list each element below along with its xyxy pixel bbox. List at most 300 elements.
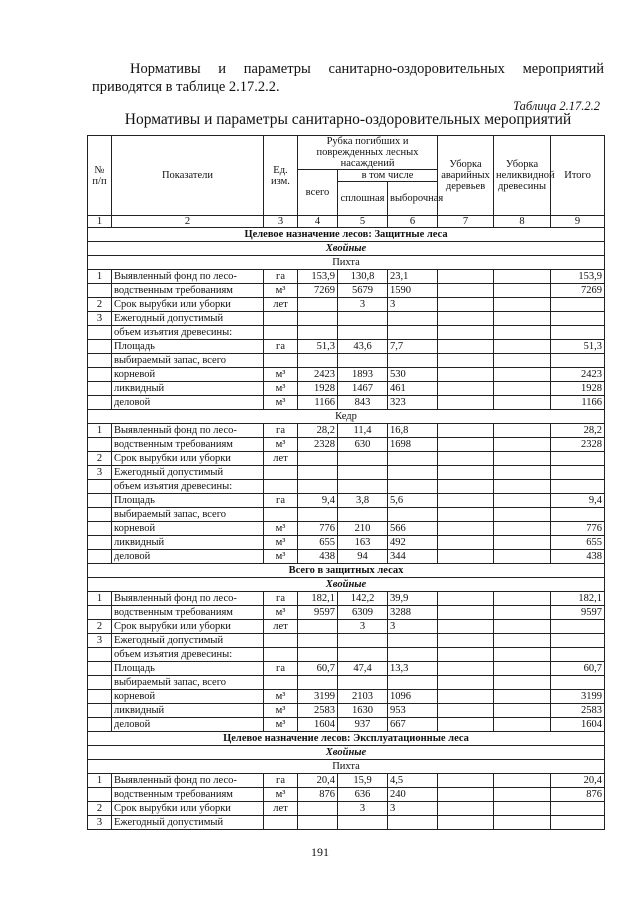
row-cleanup-illiquid [494,396,551,410]
row-cleanup-emergency [438,536,494,550]
row-solid: 3,8 [338,494,388,508]
table-row [88,480,605,494]
row-unit: га [264,424,298,438]
row-cleanup-illiquid [494,312,551,326]
row-indicator: Выявленный фонд по лесо- [112,592,264,606]
column-number: 7 [438,216,494,228]
row-solid [338,466,388,480]
norms-table [87,135,605,830]
section-row [88,228,605,242]
row-number [88,326,112,340]
row-unit: лет [264,802,298,816]
row-cleanup-illiquid [494,340,551,354]
row-indicator: водственным требованиям [112,284,264,298]
row-number [88,704,112,718]
row-unit: лет [264,298,298,312]
row-solid: 1630 [338,704,388,718]
row-selective: 240 [388,788,438,802]
row-total-felling [298,648,338,662]
row-cleanup-emergency [438,606,494,620]
column-number: 1 [88,216,112,228]
row-selective [388,508,438,522]
table-row [88,312,605,326]
row-unit [264,480,298,494]
row-total-felling [298,802,338,816]
row-selective: 3 [388,298,438,312]
row-cleanup-emergency [438,690,494,704]
row-total [551,648,605,662]
header-indicators: Показатели [112,136,264,216]
header-total: Итого [551,136,605,216]
row-total: 182,1 [551,592,605,606]
row-unit: га [264,494,298,508]
species-row [88,256,605,270]
header-incl: в том числе [338,170,438,182]
row-total [551,816,605,830]
row-solid: 3 [338,802,388,816]
row-solid: 1467 [338,382,388,396]
row-total: 655 [551,536,605,550]
subsection-row [88,746,605,760]
row-unit: м³ [264,690,298,704]
row-indicator: объем изъятия древесины: [112,648,264,662]
table-row [88,494,605,508]
subsection-row [88,578,605,592]
row-total-felling: 20,4 [298,774,338,788]
row-indicator: выбираемый запас, всего [112,676,264,690]
row-total-felling [298,634,338,648]
row-selective: 667 [388,718,438,732]
row-unit: м³ [264,550,298,564]
row-indicator: деловой [112,550,264,564]
row-total-felling: 28,2 [298,424,338,438]
row-cleanup-illiquid [494,704,551,718]
header-cleanup-emergency: Уборка аварийных деревьев [438,136,494,216]
row-cleanup-illiquid [494,368,551,382]
row-total-felling: 655 [298,536,338,550]
row-solid: 15,9 [338,774,388,788]
row-solid [338,648,388,662]
row-solid: 130,8 [338,270,388,284]
row-number: 3 [88,312,112,326]
row-total-felling [298,354,338,368]
row-cleanup-emergency [438,396,494,410]
row-total [551,676,605,690]
column-number: 2 [112,216,264,228]
table-title: Нормативы и параметры санитарно-оздоровительных мероприятий [124,111,572,128]
row-total [551,452,605,466]
row-total [551,326,605,340]
row-total: 7269 [551,284,605,298]
row-total-felling: 2423 [298,368,338,382]
row-total: 51,3 [551,340,605,354]
row-unit: м³ [264,718,298,732]
row-indicator: корневой [112,368,264,382]
row-cleanup-illiquid [494,718,551,732]
table-row [88,522,605,536]
column-number-row [88,216,605,228]
row-unit: га [264,340,298,354]
row-solid [338,452,388,466]
row-total-felling: 2583 [298,704,338,718]
row-number: 2 [88,802,112,816]
column-number: 8 [494,216,551,228]
table-row [88,438,605,452]
row-number [88,606,112,620]
row-solid: 142,2 [338,592,388,606]
row-selective: 1698 [388,438,438,452]
row-indicator: Срок вырубки или уборки [112,802,264,816]
row-selective: 16,8 [388,424,438,438]
row-number [88,284,112,298]
row-indicator: Выявленный фонд по лесо- [112,270,264,284]
row-cleanup-illiquid [494,816,551,830]
row-total-felling [298,480,338,494]
species-title: Кедр [88,410,605,424]
row-cleanup-emergency [438,634,494,648]
row-solid [338,354,388,368]
section-row [88,732,605,746]
row-total: 2328 [551,438,605,452]
row-selective [388,326,438,340]
row-number: 1 [88,774,112,788]
row-cleanup-illiquid [494,354,551,368]
row-number: 2 [88,452,112,466]
row-indicator: ликвидный [112,704,264,718]
row-indicator: ликвидный [112,382,264,396]
row-cleanup-illiquid [494,452,551,466]
row-total [551,802,605,816]
section-row [88,564,605,578]
row-total [551,298,605,312]
row-selective [388,634,438,648]
row-solid: 210 [338,522,388,536]
row-cleanup-illiquid [494,466,551,480]
row-unit: м³ [264,788,298,802]
row-solid [338,676,388,690]
row-indicator: Площадь [112,494,264,508]
table-row [88,592,605,606]
page-number: 191 [311,845,329,859]
row-total: 153,9 [551,270,605,284]
row-selective [388,354,438,368]
row-selective: 23,1 [388,270,438,284]
row-selective: 492 [388,536,438,550]
table-row [88,788,605,802]
row-indicator: деловой [112,718,264,732]
row-selective: 7,7 [388,340,438,354]
table-row [88,424,605,438]
row-total: 1928 [551,382,605,396]
row-cleanup-emergency [438,704,494,718]
table-row [88,648,605,662]
row-number [88,690,112,704]
row-cleanup-illiquid [494,690,551,704]
row-indicator: корневой [112,690,264,704]
row-total-felling [298,620,338,634]
row-solid: 636 [338,788,388,802]
row-cleanup-emergency [438,340,494,354]
row-number [88,522,112,536]
row-cleanup-illiquid [494,494,551,508]
row-selective [388,466,438,480]
row-selective [388,480,438,494]
row-cleanup-emergency [438,788,494,802]
row-cleanup-illiquid [494,648,551,662]
row-selective: 4,5 [388,774,438,788]
row-cleanup-emergency [438,466,494,480]
row-cleanup-emergency [438,522,494,536]
table-row [88,382,605,396]
row-total: 876 [551,788,605,802]
row-selective: 323 [388,396,438,410]
row-number [88,648,112,662]
row-cleanup-emergency [438,326,494,340]
row-unit [264,676,298,690]
row-total-felling: 1604 [298,718,338,732]
row-total-felling: 1928 [298,382,338,396]
header-selective: выборочная [388,182,438,216]
row-indicator: Срок вырубки или уборки [112,298,264,312]
table-row [88,340,605,354]
row-total: 1166 [551,396,605,410]
header-solid: сплошная [338,182,388,216]
row-total [551,354,605,368]
row-cleanup-emergency [438,368,494,382]
row-cleanup-illiquid [494,298,551,312]
row-solid [338,480,388,494]
row-number: 3 [88,466,112,480]
row-cleanup-illiquid [494,774,551,788]
row-selective [388,676,438,690]
row-cleanup-emergency [438,438,494,452]
row-number [88,508,112,522]
row-total-felling: 60,7 [298,662,338,676]
row-indicator: Выявленный фонд по лесо- [112,424,264,438]
section-title: Целевое назначение лесов: Эксплуатационные леса [88,732,605,746]
row-solid: 3 [338,298,388,312]
table-row [88,718,605,732]
header-total-felling: всего [298,170,338,216]
row-total: 2423 [551,368,605,382]
row-indicator: выбираемый запас, всего [112,354,264,368]
row-number [88,676,112,690]
row-unit [264,634,298,648]
row-unit: м³ [264,284,298,298]
row-total-felling: 438 [298,550,338,564]
row-unit: м³ [264,382,298,396]
table-row [88,690,605,704]
row-total-felling: 3199 [298,690,338,704]
subsection-title: Хвойные [88,746,605,760]
row-selective: 5,6 [388,494,438,508]
row-total-felling: 776 [298,522,338,536]
row-selective: 1096 [388,690,438,704]
row-cleanup-illiquid [494,606,551,620]
row-solid: 843 [338,396,388,410]
row-solid: 1893 [338,368,388,382]
species-title: Пихта [88,760,605,774]
row-solid: 47,4 [338,662,388,676]
row-total: 20,4 [551,774,605,788]
row-cleanup-illiquid [494,382,551,396]
row-indicator: выбираемый запас, всего [112,508,264,522]
row-unit: м³ [264,368,298,382]
row-total-felling: 876 [298,788,338,802]
row-indicator: корневой [112,522,264,536]
species-row [88,760,605,774]
row-total: 60,7 [551,662,605,676]
table-row [88,298,605,312]
row-indicator: Ежегодный допустимый [112,312,264,326]
row-total: 438 [551,550,605,564]
row-cleanup-illiquid [494,326,551,340]
row-number: 3 [88,816,112,830]
row-cleanup-emergency [438,494,494,508]
table-row [88,354,605,368]
row-number [88,550,112,564]
intro-line-2: приводятся в таблице 2.17.2.2. [92,79,280,95]
table-row [88,620,605,634]
row-number: 3 [88,634,112,648]
row-solid: 94 [338,550,388,564]
table-row [88,368,605,382]
row-selective: 3288 [388,606,438,620]
row-indicator: Ежегодный допустимый [112,634,264,648]
row-cleanup-emergency [438,284,494,298]
section-title: Целевое назначение лесов: Защитные леса [88,228,605,242]
row-cleanup-emergency [438,550,494,564]
intro-paragraph [92,60,604,96]
subsection-title: Хвойные [88,242,605,256]
row-total [551,312,605,326]
row-cleanup-illiquid [494,270,551,284]
row-cleanup-emergency [438,452,494,466]
row-unit [264,354,298,368]
row-unit: м³ [264,704,298,718]
row-solid: 163 [338,536,388,550]
row-total [551,480,605,494]
row-selective [388,648,438,662]
row-solid [338,816,388,830]
row-total [551,634,605,648]
row-unit: га [264,662,298,676]
row-unit: м³ [264,536,298,550]
row-number [88,438,112,452]
row-total-felling [298,508,338,522]
table-row [88,662,605,676]
row-unit: лет [264,620,298,634]
row-total-felling [298,676,338,690]
row-selective: 3 [388,802,438,816]
row-unit [264,508,298,522]
row-indicator: объем изъятия древесины: [112,480,264,494]
row-total-felling [298,326,338,340]
row-unit [264,816,298,830]
table-row [88,270,605,284]
row-cleanup-illiquid [494,284,551,298]
row-cleanup-emergency [438,802,494,816]
row-number [88,718,112,732]
row-cleanup-illiquid [494,802,551,816]
row-indicator: Площадь [112,662,264,676]
row-total-felling [298,298,338,312]
table-row [88,816,605,830]
row-cleanup-emergency [438,424,494,438]
row-number [88,382,112,396]
row-indicator: водственным требованиям [112,438,264,452]
row-number [88,494,112,508]
table-row [88,550,605,564]
header-cleanup-illiquid: Уборка неликвидной древесины [494,136,551,216]
row-solid: 43,6 [338,340,388,354]
subsection-row [88,242,605,256]
row-total [551,466,605,480]
row-indicator: Выявленный фонд по лесо- [112,774,264,788]
row-selective: 344 [388,550,438,564]
table-row [88,466,605,480]
row-selective [388,452,438,466]
row-indicator: Ежегодный допустимый [112,816,264,830]
row-indicator: Площадь [112,340,264,354]
row-cleanup-illiquid [494,480,551,494]
row-unit [264,466,298,480]
column-number: 5 [338,216,388,228]
row-total: 9,4 [551,494,605,508]
row-unit: га [264,270,298,284]
column-number: 3 [264,216,298,228]
header-num: № п/п [88,136,112,216]
row-number: 1 [88,270,112,284]
species-title: Пихта [88,256,605,270]
row-total: 2583 [551,704,605,718]
row-unit: м³ [264,606,298,620]
row-cleanup-illiquid [494,676,551,690]
row-cleanup-emergency [438,298,494,312]
row-cleanup-emergency [438,270,494,284]
row-total-felling: 7269 [298,284,338,298]
row-total-felling: 1166 [298,396,338,410]
row-solid: 3 [338,620,388,634]
table-row [88,508,605,522]
table-row [88,676,605,690]
table-body [88,228,605,830]
row-cleanup-emergency [438,662,494,676]
row-cleanup-illiquid [494,620,551,634]
header-felling-group: Рубка погибших и поврежденных лесных насаждений [298,136,438,170]
row-total-felling [298,816,338,830]
row-total-felling [298,466,338,480]
row-total: 1604 [551,718,605,732]
row-total: 9597 [551,606,605,620]
row-number [88,662,112,676]
row-solid: 11,4 [338,424,388,438]
row-cleanup-illiquid [494,536,551,550]
row-solid: 5679 [338,284,388,298]
row-cleanup-emergency [438,648,494,662]
row-selective: 530 [388,368,438,382]
row-unit: м³ [264,522,298,536]
table-caption: Таблица 2.17.2.2 [513,99,600,113]
row-number [88,368,112,382]
row-indicator: объем изъятия древесины: [112,326,264,340]
row-selective [388,312,438,326]
row-unit: м³ [264,438,298,452]
row-cleanup-emergency [438,816,494,830]
row-cleanup-emergency [438,718,494,732]
row-number: 2 [88,298,112,312]
row-cleanup-illiquid [494,550,551,564]
